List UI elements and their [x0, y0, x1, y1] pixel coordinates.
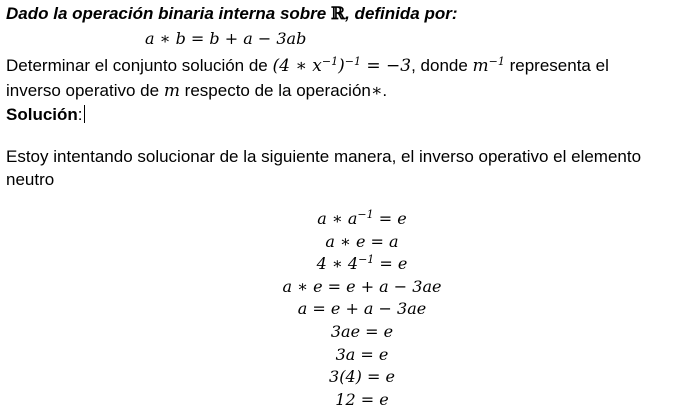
problem-text: Determinar el conjunto solución de: [6, 56, 273, 75]
problem-statement-line-1: [6, 55, 609, 77]
step-equation: [200, 208, 524, 231]
inverse-variable: m: [472, 56, 489, 76]
problem-heading: [6, 3, 458, 25]
step-base: 3ae = e: [330, 321, 394, 341]
step-equation: [200, 253, 524, 276]
problem-text-2: inverso operativo de: [6, 81, 164, 100]
step-rest: = e: [374, 254, 408, 274]
heading-text: Dado la operación binaria interna sobre: [6, 4, 331, 23]
text-cursor[interactable]: [84, 105, 85, 123]
step-exponent: −1: [358, 253, 375, 267]
equation-close-paren: ): [338, 56, 345, 76]
step-equation: [200, 231, 524, 254]
step-exponent: −1: [357, 208, 374, 221]
step-equation: [200, 276, 524, 299]
step-equation: [200, 321, 524, 344]
equation-outer-exponent: −1: [344, 55, 361, 68]
heading-text-after: , definida por:: [345, 4, 458, 23]
step-base: a ∗ e = a: [325, 231, 399, 251]
step-equation: [200, 344, 524, 367]
step-base: 4 ∗ 4: [316, 254, 359, 274]
step-base: a = e + a − 3ae: [297, 299, 427, 319]
problem-text-mid: , donde: [411, 56, 473, 75]
step-equation: [200, 389, 524, 412]
step-equation: [200, 366, 524, 389]
attempt-text-line-2: neutro: [6, 170, 55, 189]
solution-label: Solución: [6, 105, 78, 124]
inverse-exponent: −1: [488, 55, 505, 68]
equation-inner-exponent: −1: [321, 55, 339, 68]
step-base: 3(4) = e: [329, 367, 395, 387]
problem-text-2-end: .: [382, 81, 388, 100]
step-rest: = e: [373, 209, 407, 228]
step-base: a ∗ a: [317, 209, 358, 228]
operation-symbol: ∗: [370, 81, 383, 101]
real-numbers-symbol: ℝ: [330, 4, 346, 24]
problem-text-2-post: respecto de la operación: [179, 81, 371, 100]
step-equation: [200, 298, 524, 321]
equation-tail: = −3: [360, 56, 412, 76]
problem-text-post: representa el: [504, 56, 609, 75]
step-base: 3a = e: [335, 344, 389, 364]
step-base: 12 = e: [335, 389, 389, 409]
operation-definition-formula: a ∗ b = b + a − 3ab: [145, 29, 307, 48]
attempt-text-line-1: Estoy intentando solucionar de la siguiente manera, el inverso operativo el elemento: [6, 147, 642, 166]
solution-steps: [200, 208, 524, 411]
step-base: a ∗ e = e + a − 3ae: [282, 276, 442, 296]
problem-statement-line-2: [6, 80, 387, 102]
variable-m: m: [163, 81, 180, 101]
equation-base: (4 ∗ x: [272, 56, 322, 76]
solution-label-line: [6, 104, 85, 126]
solution-colon: :: [77, 105, 83, 124]
